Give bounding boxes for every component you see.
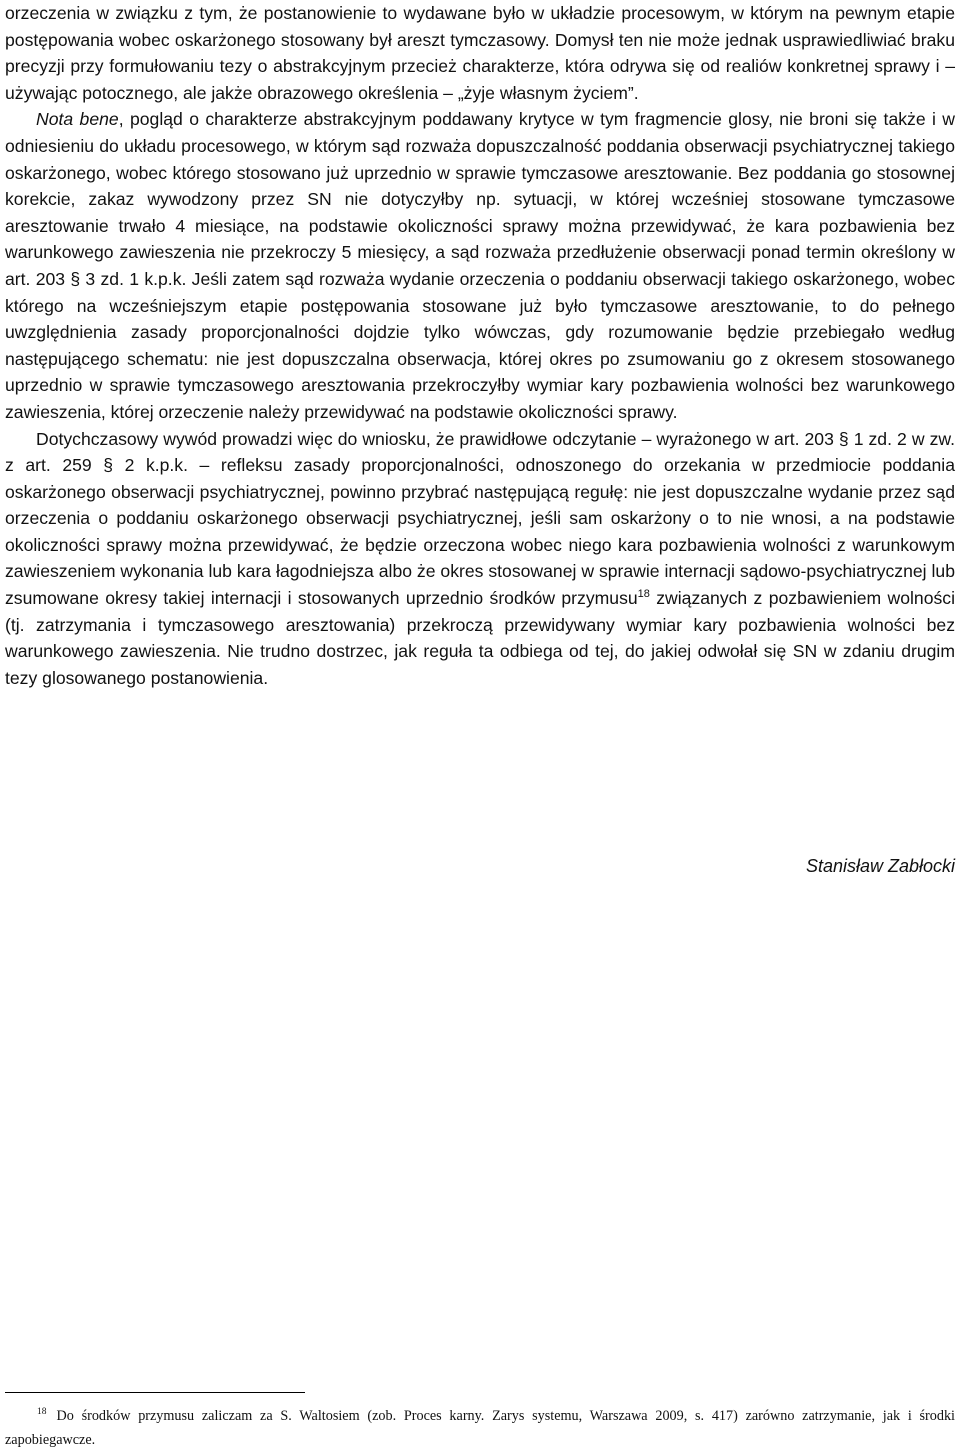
footnote xyxy=(5,1404,955,1452)
footnote-divider xyxy=(5,1392,305,1393)
paragraph-1 xyxy=(5,0,955,106)
footnote-text: Do środków przymusu zaliczam za S. Waltosiem (zob. Proces karny. Zarys systemu, Warszawa 2009, s. 417) zarówno zatrzymanie, jak i środki zapobiegawcze. xyxy=(5,1408,955,1448)
footnote-reference[interactable]: 18 xyxy=(637,588,650,601)
paragraph-3-text-a: Dotychczasowy wywód prowadzi więc do wniosku, że prawidłowe odczytanie – wyrażonego w art. 203 § 1 zd. 2 w zw. z art. 259 § 2 k.p.k. – refleksu zasady proporcjonalności, odnoszonego do orzekania w przedmiocie poddania oskarżonego obserwacji psychiatrycznej, powinno przybrać następującą regułę: nie jest dopuszczalne wydanie przez sąd orzeczenia o poddaniu oskarżonego obserwacji psychiatrycznej, jeśli sam oskarżony o to nie wnosi, a na podstawie okoliczności sprawy można przewidywać, że będzie orzeczona wobec niego kara pozbawienia wolności z warunkowym zawieszeniem wykonania lub kara łagodniejsza albo że okres stosowanej w sprawie internacji sądowo-psychiatrycznej lub zsumowane okresy takiej internacji i stosowanych uprzednio środków przymusu xyxy=(5,428,955,609)
paragraph-3-text-b: związanych z pozbawieniem wolności (tj. zatrzymania i tymczasowego aresztowania) przekroczą przewidywany wymiar kary pozbawienia wolności bez warunkowego zawieszenia. Nie trudno dostrzec, jak reguła ta odbiega od tej, do jakiej odwołał się SN w zdaniu drugim tezy glosowanego postanowienia. xyxy=(5,588,955,688)
footnote-number: 18 xyxy=(37,1407,47,1418)
author-signature: Stanisław Zabłocki xyxy=(805,856,955,876)
document-body xyxy=(5,0,955,691)
paragraph-2 xyxy=(5,106,955,425)
nota-bene-phrase: Nota bene xyxy=(36,109,119,130)
paragraph-3 xyxy=(5,426,955,692)
paragraph-2-text: , pogląd o charakterze abstrakcyjnym poddawany krytyce w tym fragmencie glosy, nie broni się także i w odniesieniu do układu procesowego, w którym sąd rozważa dopuszczalność poddania obserwacji psychiatrycznej takiego oskarżonego, wobec którego stosowano już uprzednio w sprawie tymczasowe aresztowanie. Bez poddania go stosownej korekcie, zakaz wywodzony przez SN nie dotyczyłby np. sytuacji, w której wcześniej stosowane tymczasowe aresztowanie trwało 4 miesiące, na podstawie okoliczności sprawy można przewidywać, że kara pozbawienia bez warunkowego zawieszenia nie przekroczy 5 miesięcy, a sąd rozważa przedłużenie obserwacji ponad termin określony w art. 203 § 3 zd. 1 k.p.k. Jeśli zatem sąd rozważa wydanie orzeczenia o poddaniu obserwacji takiego oskarżonego, wobec którego na wcześniejszym etapie postępowania stosowane już było tymczasowe aresztowanie, to do pełnego uwzględnienia zasady proporcjonalności dojdzie tylko wówczas, gdy rozumowanie będzie przebiegało według następującego schematu: nie jest dopuszczalna obserwacja, której okres po zsumowaniu go z okresem stosowanego uprzednio w sprawie tymczasowego aresztowania przekroczyłby wymiar kary pozbawienia wolności bez warunkowego zawieszenia, której orzeczenie należy przewidywać na podstawie okoliczności sprawy. xyxy=(5,109,955,422)
paragraph-1-text: orzeczenia w związku z tym, że postanowienie to wydawane było w układzie procesowym, w którym na pewnym etapie postępowania wobec oskarżonego stosowany był areszt tymczasowy. Domysł ten nie może jednak usprawiedliwiać braku precyzji przy formułowaniu tezy o abstrakcyjnym przecież charakterze, która odrywa się od realiów konkretnej sprawy i – używając potocznego, ale jakże obrazowego określenia – „żyje własnym życiem”. xyxy=(5,3,955,103)
